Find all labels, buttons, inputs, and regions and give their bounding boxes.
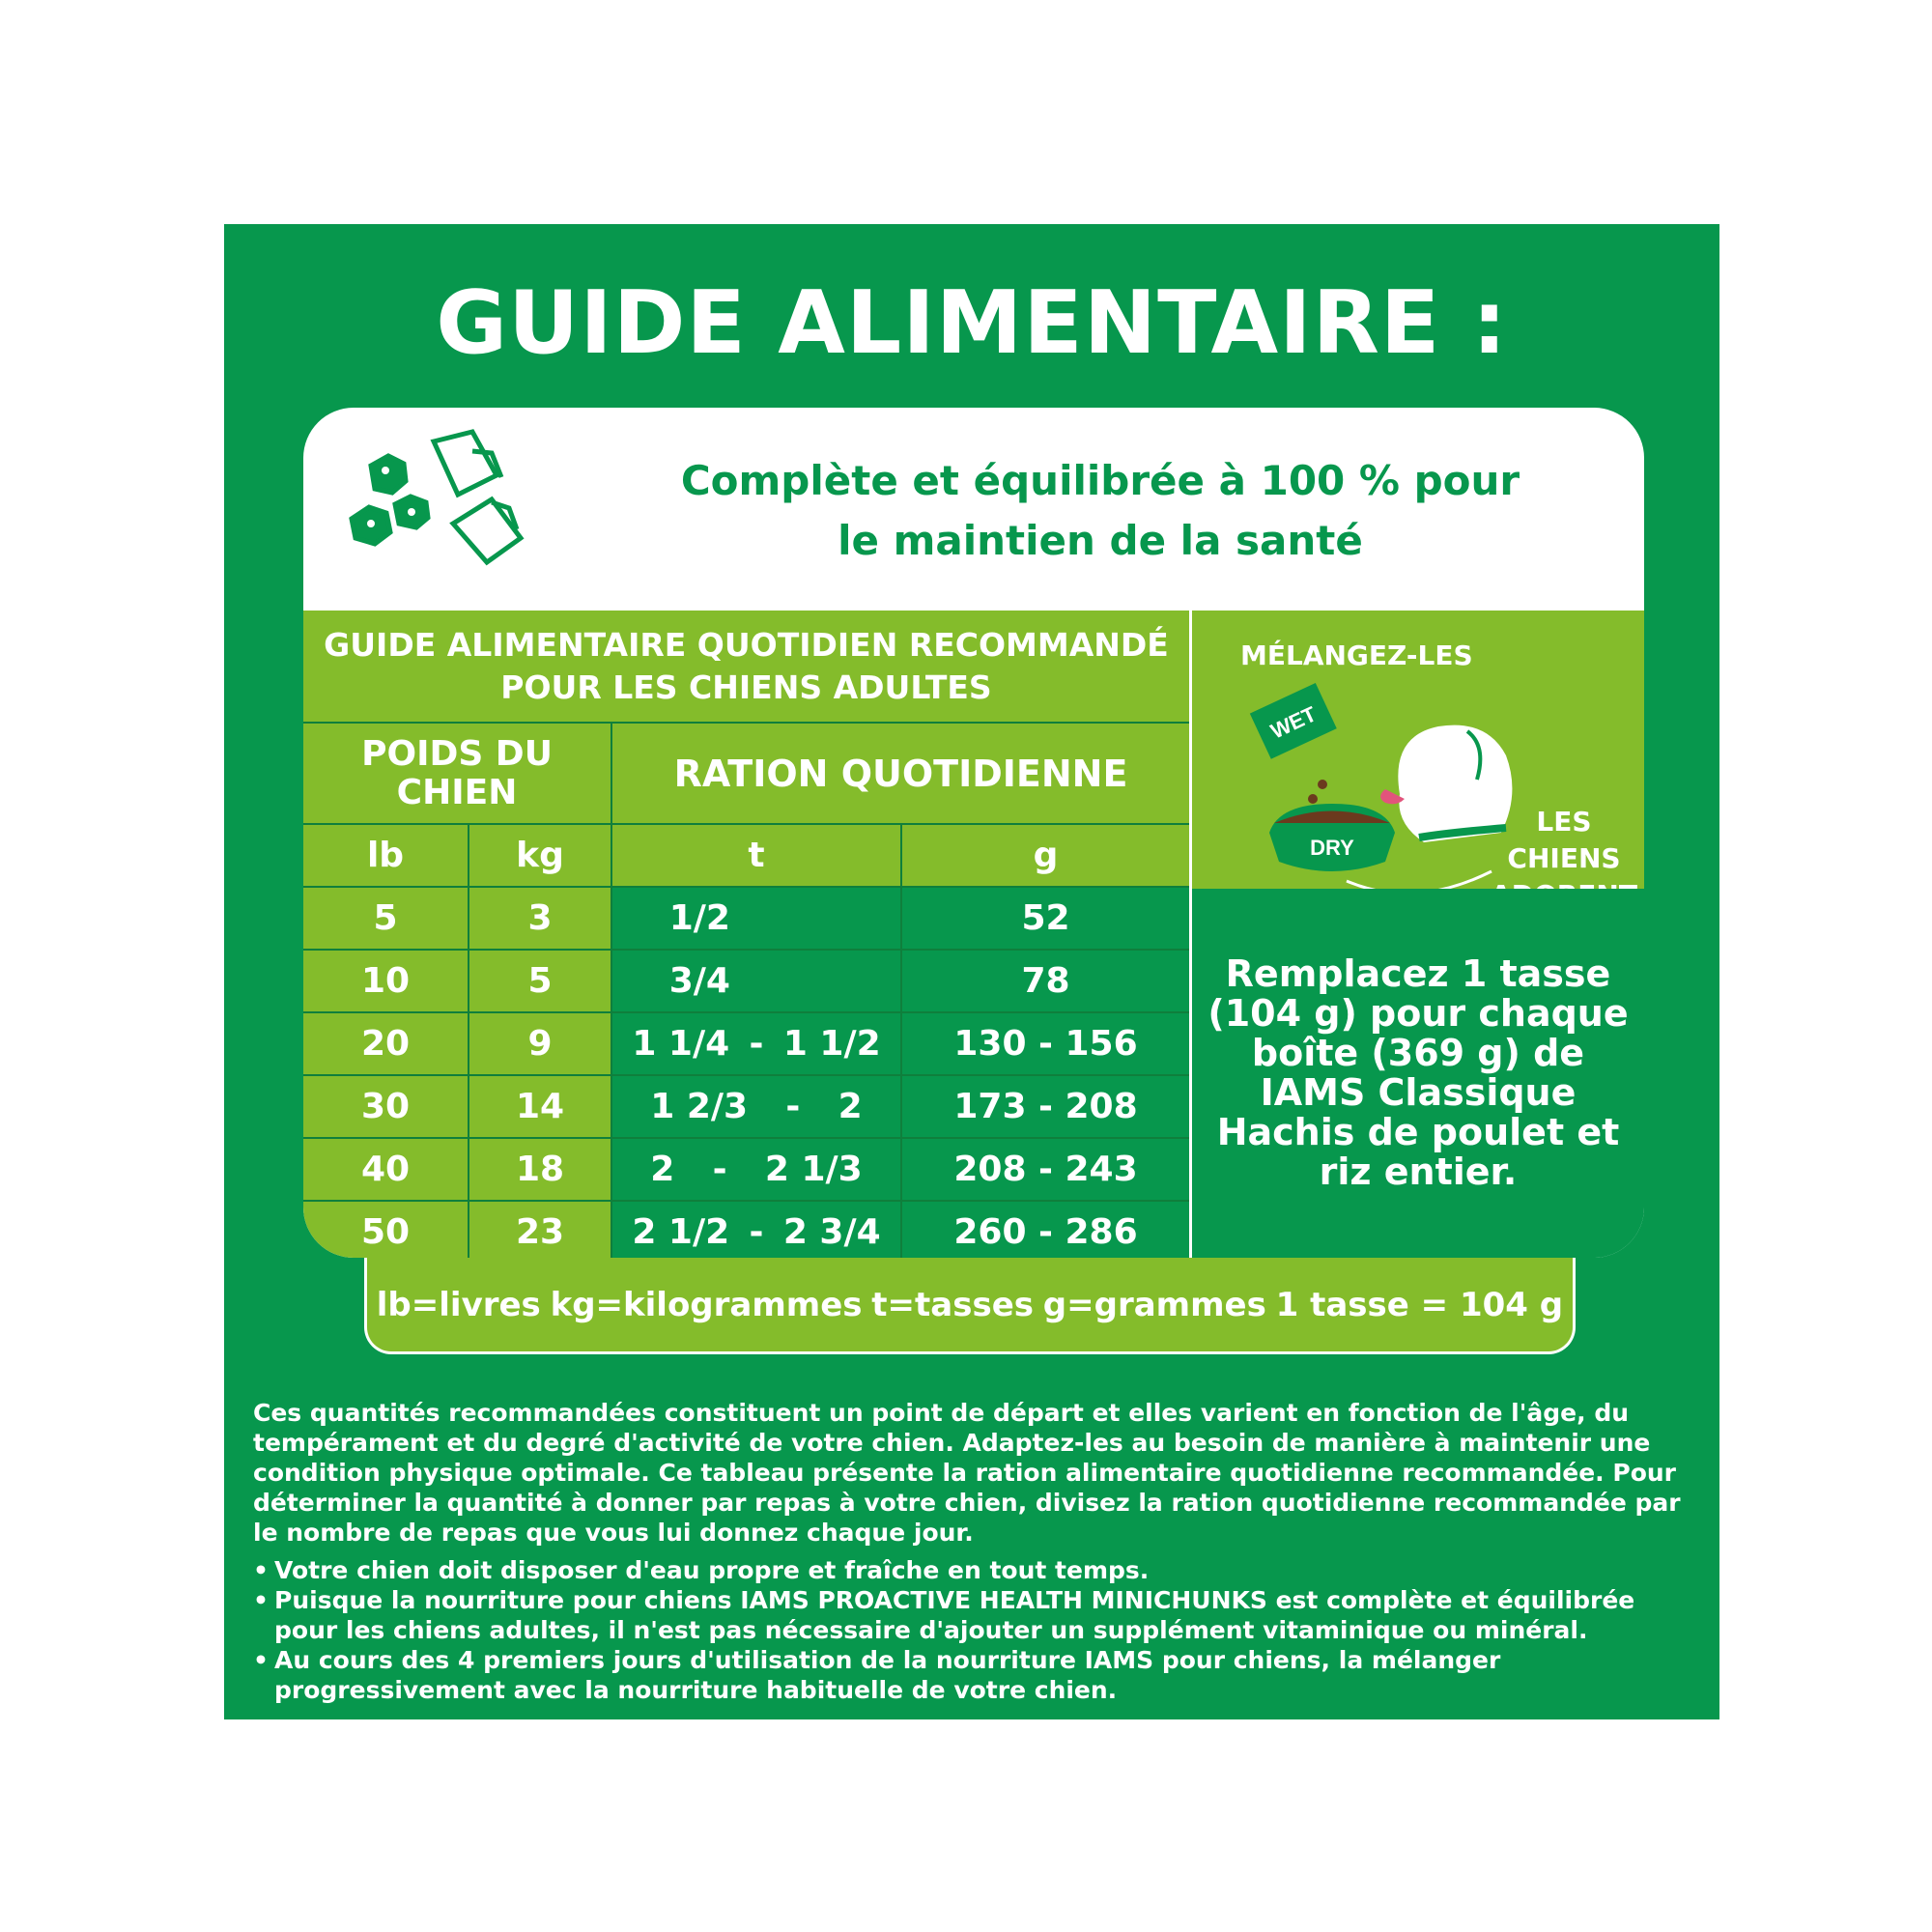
cups-from: 1 1/4	[632, 1024, 730, 1064]
cups-from: 1 2/3	[650, 1087, 749, 1126]
unit-legend	[364, 1258, 1576, 1354]
weight-header-line2: CHIEN	[396, 772, 518, 812]
kibble-and-cup-icon	[342, 427, 526, 582]
dogs-love-line1: LES CHIENS	[1507, 806, 1621, 874]
replacement-note	[1192, 889, 1644, 1258]
table-cell-kg: 23	[468, 1200, 611, 1258]
page-title: GUIDE ALIMENTAIRE :	[436, 272, 1508, 374]
table-cell-g: 78	[900, 949, 1189, 1011]
feeding-card	[303, 408, 1644, 1258]
feeding-guide-panel	[224, 224, 1719, 1719]
cups-from: 3/4	[668, 961, 730, 1001]
replacement-line: boîte (369 g) de	[1251, 1032, 1585, 1074]
table-cell-t	[611, 1074, 900, 1137]
legend-item: t=tasses	[871, 1285, 1035, 1324]
card-heading	[593, 451, 1607, 571]
legend-item: g=grammes	[1042, 1285, 1266, 1324]
table-title-line2: POUR LES CHIENS ADULTES	[500, 668, 992, 706]
table-cell-g: 208 - 243	[900, 1137, 1189, 1200]
unit-header-t: t	[611, 823, 900, 886]
cups-to: 2 3/4	[782, 1212, 881, 1252]
notes-paragraph: Ces quantités recommandées constituent un point de départ et elles varient en fonction de l'âge, du tempérament et du degré d'activité de votre chien. Adaptez-les au besoin de manière à maintenir une condition physique optimale. Ce tableau présente la ration alimentaire quotidienne recommandée. Pour déterminer la quantité à donner par repas à votre chien, divisez la ration quotidienne recommandée par le nombre de repas que vous lui donnez chaque jour.	[253, 1399, 1681, 1547]
cups-from: 2	[650, 1150, 675, 1189]
table-cell-kg: 5	[468, 949, 611, 1011]
table-cell-t	[611, 1200, 900, 1258]
cups-to: 2 1/3	[764, 1150, 863, 1189]
card-heading-line1: Complète et équilibrée à 100 % pour	[680, 457, 1520, 504]
cups-from: 2 1/2	[632, 1212, 730, 1252]
weight-header-line1: POIDS DU	[361, 733, 553, 774]
table-title	[303, 611, 1189, 722]
legend-item: lb=livres	[376, 1285, 541, 1324]
table-cell-lb: 40	[303, 1137, 468, 1200]
cups-to: 2	[838, 1087, 863, 1126]
cups-from: 1/2	[668, 898, 730, 938]
table-title-line1: GUIDE ALIMENTAIRE QUOTIDIEN RECOMMANDÉ	[324, 625, 1169, 664]
mix-panel	[1192, 611, 1644, 889]
table-cell-kg: 18	[468, 1137, 611, 1200]
cups-sep: -	[749, 1024, 764, 1064]
table-cell-t	[611, 949, 900, 1011]
cups-sep: -	[785, 1087, 801, 1126]
table-cell-g: 260 - 286	[900, 1200, 1189, 1258]
table-cell-g: 52	[900, 886, 1189, 949]
feeding-notes	[253, 1398, 1702, 1705]
notes-bullet: • Au cours des 4 premiers jours d'utilisation de la nourriture IAMS pour chiens, la mélanger progressivement avec la nourriture habituelle de votre chien.	[253, 1645, 1702, 1705]
legend-item: 1 tasse = 104 g	[1275, 1285, 1564, 1324]
unit-header-kg: kg	[468, 823, 611, 886]
card-heading-line2: le maintien de la santé	[838, 517, 1363, 564]
dry-label: DRY	[1310, 836, 1354, 860]
replacement-line: riz entier.	[1319, 1151, 1518, 1193]
table-cell-t	[611, 886, 900, 949]
cups-sep: -	[749, 1212, 764, 1252]
mix-label: MÉLANGEZ-LES	[1240, 639, 1473, 671]
table-cell-t	[611, 1137, 900, 1200]
notes-bullet: • Votre chien doit disposer d'eau propre et fraîche en tout temps.	[253, 1555, 1702, 1585]
table-cell-kg: 3	[468, 886, 611, 949]
cups-to: 1 1/2	[782, 1024, 881, 1064]
legend-item: kg=kilogrammes	[550, 1285, 863, 1324]
weight-header	[303, 722, 611, 823]
unit-header-lb: lb	[303, 823, 468, 886]
table-cell-t	[611, 1011, 900, 1074]
table-cell-lb: 50	[303, 1200, 468, 1258]
table-cell-lb: 30	[303, 1074, 468, 1137]
table-cell-lb: 20	[303, 1011, 468, 1074]
replacement-line: IAMS Classique	[1260, 1071, 1577, 1114]
replacement-lines	[1208, 954, 1628, 1192]
notes-bullet: • Puisque la nourriture pour chiens IAMS PROACTIVE HEALTH MINICHUNKS est complète et équilibrée pour les chiens adultes, il n'est pas nécessaire d'ajouter un supplément vitaminique ou minéral.	[253, 1585, 1702, 1645]
notes-list	[253, 1555, 1702, 1705]
table-cell-lb: 10	[303, 949, 468, 1011]
cups-sep: -	[712, 1150, 727, 1189]
table-cell-lb: 5	[303, 886, 468, 949]
unit-header-g: g	[900, 823, 1189, 886]
table-cell-g: 173 - 208	[900, 1074, 1189, 1137]
replacement-line: (104 g) pour chaque	[1208, 992, 1629, 1035]
table-cell-kg: 14	[468, 1074, 611, 1137]
ration-header: RATION QUOTIDIENNE	[611, 722, 1189, 823]
table-cell-kg: 9	[468, 1011, 611, 1074]
replacement-line: Remplacez 1 tasse	[1225, 952, 1611, 995]
replacement-line: Hachis de poulet et	[1216, 1111, 1620, 1153]
table-cell-g: 130 - 156	[900, 1011, 1189, 1074]
wet-label: WET	[1266, 701, 1321, 744]
